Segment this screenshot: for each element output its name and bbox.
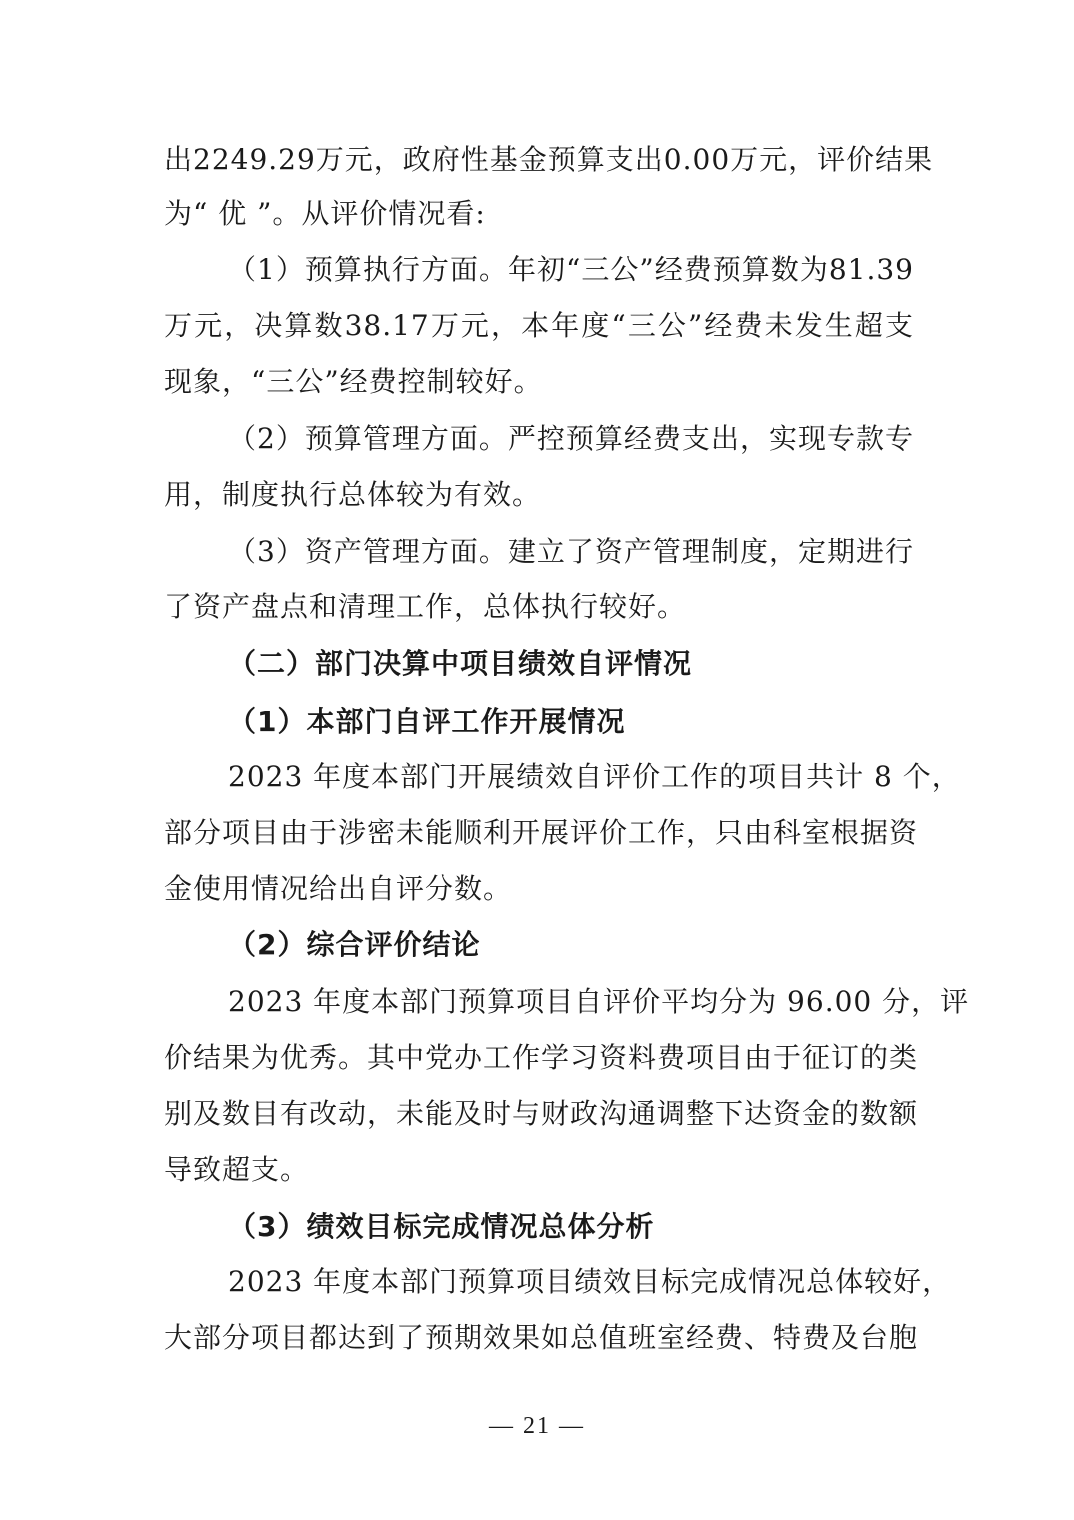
body-text-line: （2）预算管理方面。严控预算经费支出，实现专款专 (228, 422, 914, 455)
body-text-line: （3）资产管理方面。建立了资产管理制度，定期进行 (228, 535, 914, 568)
body-text-line: 用，制度执行总体较为有效。 (164, 478, 542, 511)
body-text-line: 2023 年度本部门开展绩效自评价工作的项目共计 8 个， (228, 760, 961, 793)
body-text-line: 大部分项目都达到了预期效果如总值班室经费、特费及台胞 (164, 1321, 919, 1354)
body-text-line: 现象，“三公”经费控制较好。 (164, 365, 543, 398)
body-text-line: 别及数目有改动，未能及时与财政沟通调整下达资金的数额 (164, 1097, 919, 1130)
body-text-line: 价结果为优秀。其中党办工作学习资料费项目由于征订的类 (164, 1041, 919, 1074)
body-text-line: 金使用情况给出自评分数。 (164, 872, 513, 905)
page-number: — 21 — (489, 1413, 585, 1439)
body-text-line: （1）预算执行方面。年初“三公”经费预算数为81.39 (228, 253, 914, 286)
body-text-line: 出2249.29万元，政府性基金预算支出0.00万元，评价结果 (164, 143, 934, 176)
body-text-line: 为“ 优 ”。从评价情况看: (164, 197, 486, 230)
body-text-line: 2023 年度本部门预算项目自评价平均分为 96.00 分，评 (228, 985, 970, 1018)
subsection-heading: （1）本部门自评工作开展情况 (228, 705, 626, 738)
body-text-line: 部分项目由于涉密未能顺利开展评价工作，只由科室根据资 (164, 816, 919, 849)
subsection-heading: （3）绩效目标完成情况总体分析 (228, 1210, 655, 1243)
subsection-heading: （2）综合评价结论 (228, 928, 481, 961)
body-text-line: 了资产盘点和清理工作，总体执行较好。 (164, 590, 687, 623)
body-text-line: 万元，决算数38.17万元，本年度“三公”经费未发生超支 (164, 309, 914, 342)
body-text-line: 2023 年度本部门预算项目绩效目标完成情况总体较好， (228, 1265, 952, 1298)
body-text-line: 导致超支。 (164, 1153, 310, 1186)
section-heading: （二）部门决算中项目绩效自评情况 (228, 647, 693, 680)
